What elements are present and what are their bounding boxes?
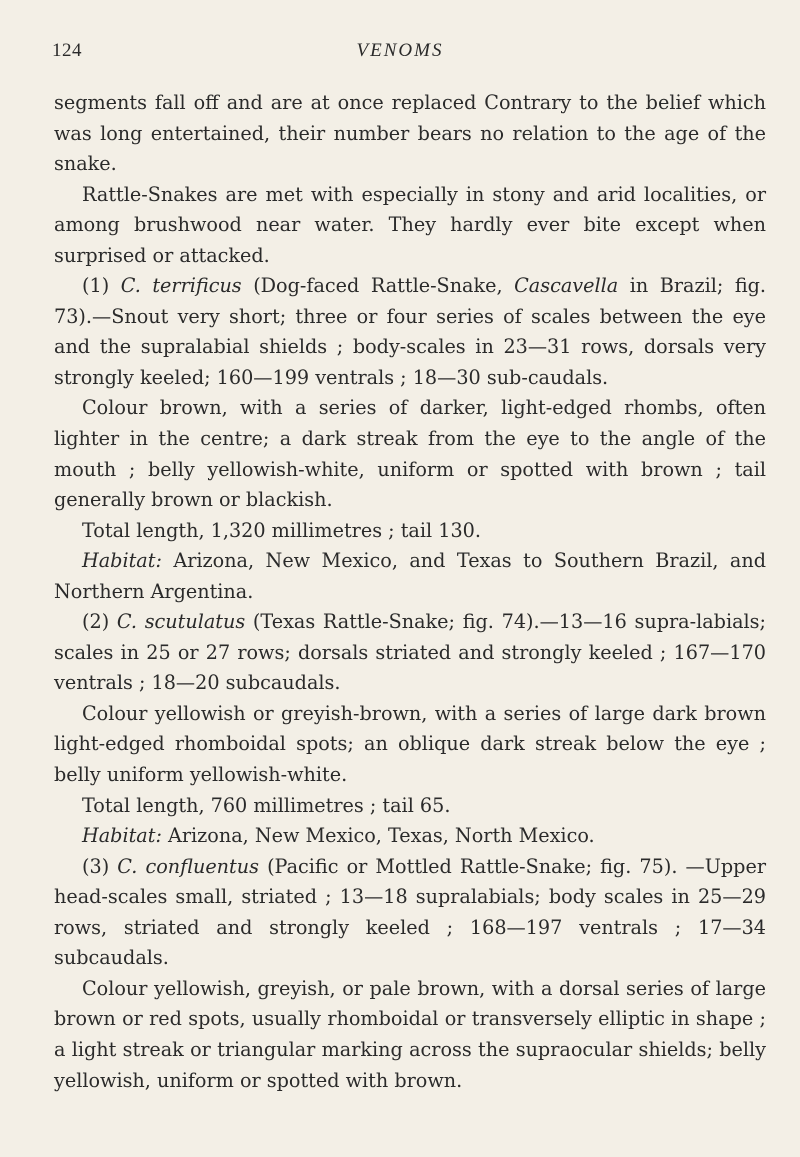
italic-text: C. scutulatus xyxy=(116,610,246,634)
paragraph xyxy=(54,791,766,822)
text-run: Rattle-Snakes are met with especially in stony and arid localities, or among brushwood near water. They hardly ever bite except when surprised or attacked. xyxy=(54,182,766,267)
paragraph xyxy=(54,546,766,607)
paragraph xyxy=(54,699,766,791)
paragraph xyxy=(54,393,766,515)
text-run: (Dog-faced Rattle-Snake, xyxy=(241,274,515,298)
paragraph xyxy=(54,271,766,393)
body-text xyxy=(54,88,766,1096)
text-run: Total length, 1,320 millimetres ; tail 130. xyxy=(82,518,481,542)
text-run: segments fall off and are at once replaced Contrary to the belief which was long entertained, their number bears no relation to the age of the snake. xyxy=(54,91,766,176)
paragraph xyxy=(54,516,766,547)
paragraph xyxy=(54,88,766,180)
paragraph xyxy=(54,607,766,699)
page-number: 124 xyxy=(52,40,82,61)
paragraph xyxy=(54,974,766,1096)
text-run: (Texas Rattle-Snake; fig. 74).—13—16 supra-labials; scales in 25 or 27 rows; dorsals striated and strongly keeled ; 167—170 ventrals ; 18—20 subcaudals. xyxy=(54,610,766,695)
text-run: Total length, 760 millimetres ; tail 65. xyxy=(82,793,451,817)
text-run: Arizona, New Mexico, and Texas to Southern Brazil, and Northern Argentina. xyxy=(54,549,766,603)
text-run: in Brazil; fig. 73).—Snout very short; three or four series of scales between the eye and the supralabial shields ; body-scales in 23—31 rows, dorsals very strongly keeled; 160—199 ventrals ; 18—30 sub-caudals. xyxy=(54,274,767,389)
text-run: (3) xyxy=(82,854,118,878)
text-run: (2) xyxy=(82,610,117,634)
page-header xyxy=(52,40,748,70)
italic-text: Habitat: xyxy=(82,824,162,848)
text-run: Colour yellowish, greyish, or pale brown, with a dorsal series of large brown or red spots, usually rhomboidal or transversely elliptic in shape ; a light streak or triangular marking across the supraocular shields; belly yellowish, uniform or spotted with brown. xyxy=(54,976,766,1092)
text-run: Arizona, New Mexico, Texas, North Mexico. xyxy=(161,824,595,848)
running-title: VENOMS xyxy=(356,40,444,61)
italic-text: C. terrificus xyxy=(120,274,242,298)
italic-text: Cascavella xyxy=(514,274,619,298)
paragraph xyxy=(54,852,766,974)
text-run: Colour brown, with a series of darker, light-edged rhombs, often lighter in the centre; a dark streak from the eye to the angle of the mouth ; belly yellowish-white, uniform or spotted with brown ; tail generally brown or blackish. xyxy=(54,396,766,512)
italic-text: C. confluentus xyxy=(117,854,259,878)
paragraph xyxy=(54,180,766,272)
text-run: (1) xyxy=(82,274,121,298)
paragraph xyxy=(54,821,766,852)
text-run: (Pacific or Mottled Rattle-Snake; fig. 75). —Upper head-scales small, striated ; 13—18 supralabials; body scales in 25—29 rows, striated and strongly keeled ; 168—197 ventrals ; 17—34 subcaudals. xyxy=(54,854,766,970)
text-run: Colour yellowish or greyish-brown, with a series of large dark brown light-edged rhomboidal spots; an oblique dark streak below the eye ; belly uniform yellowish-white. xyxy=(54,701,766,787)
italic-text: Habitat: xyxy=(82,549,162,573)
